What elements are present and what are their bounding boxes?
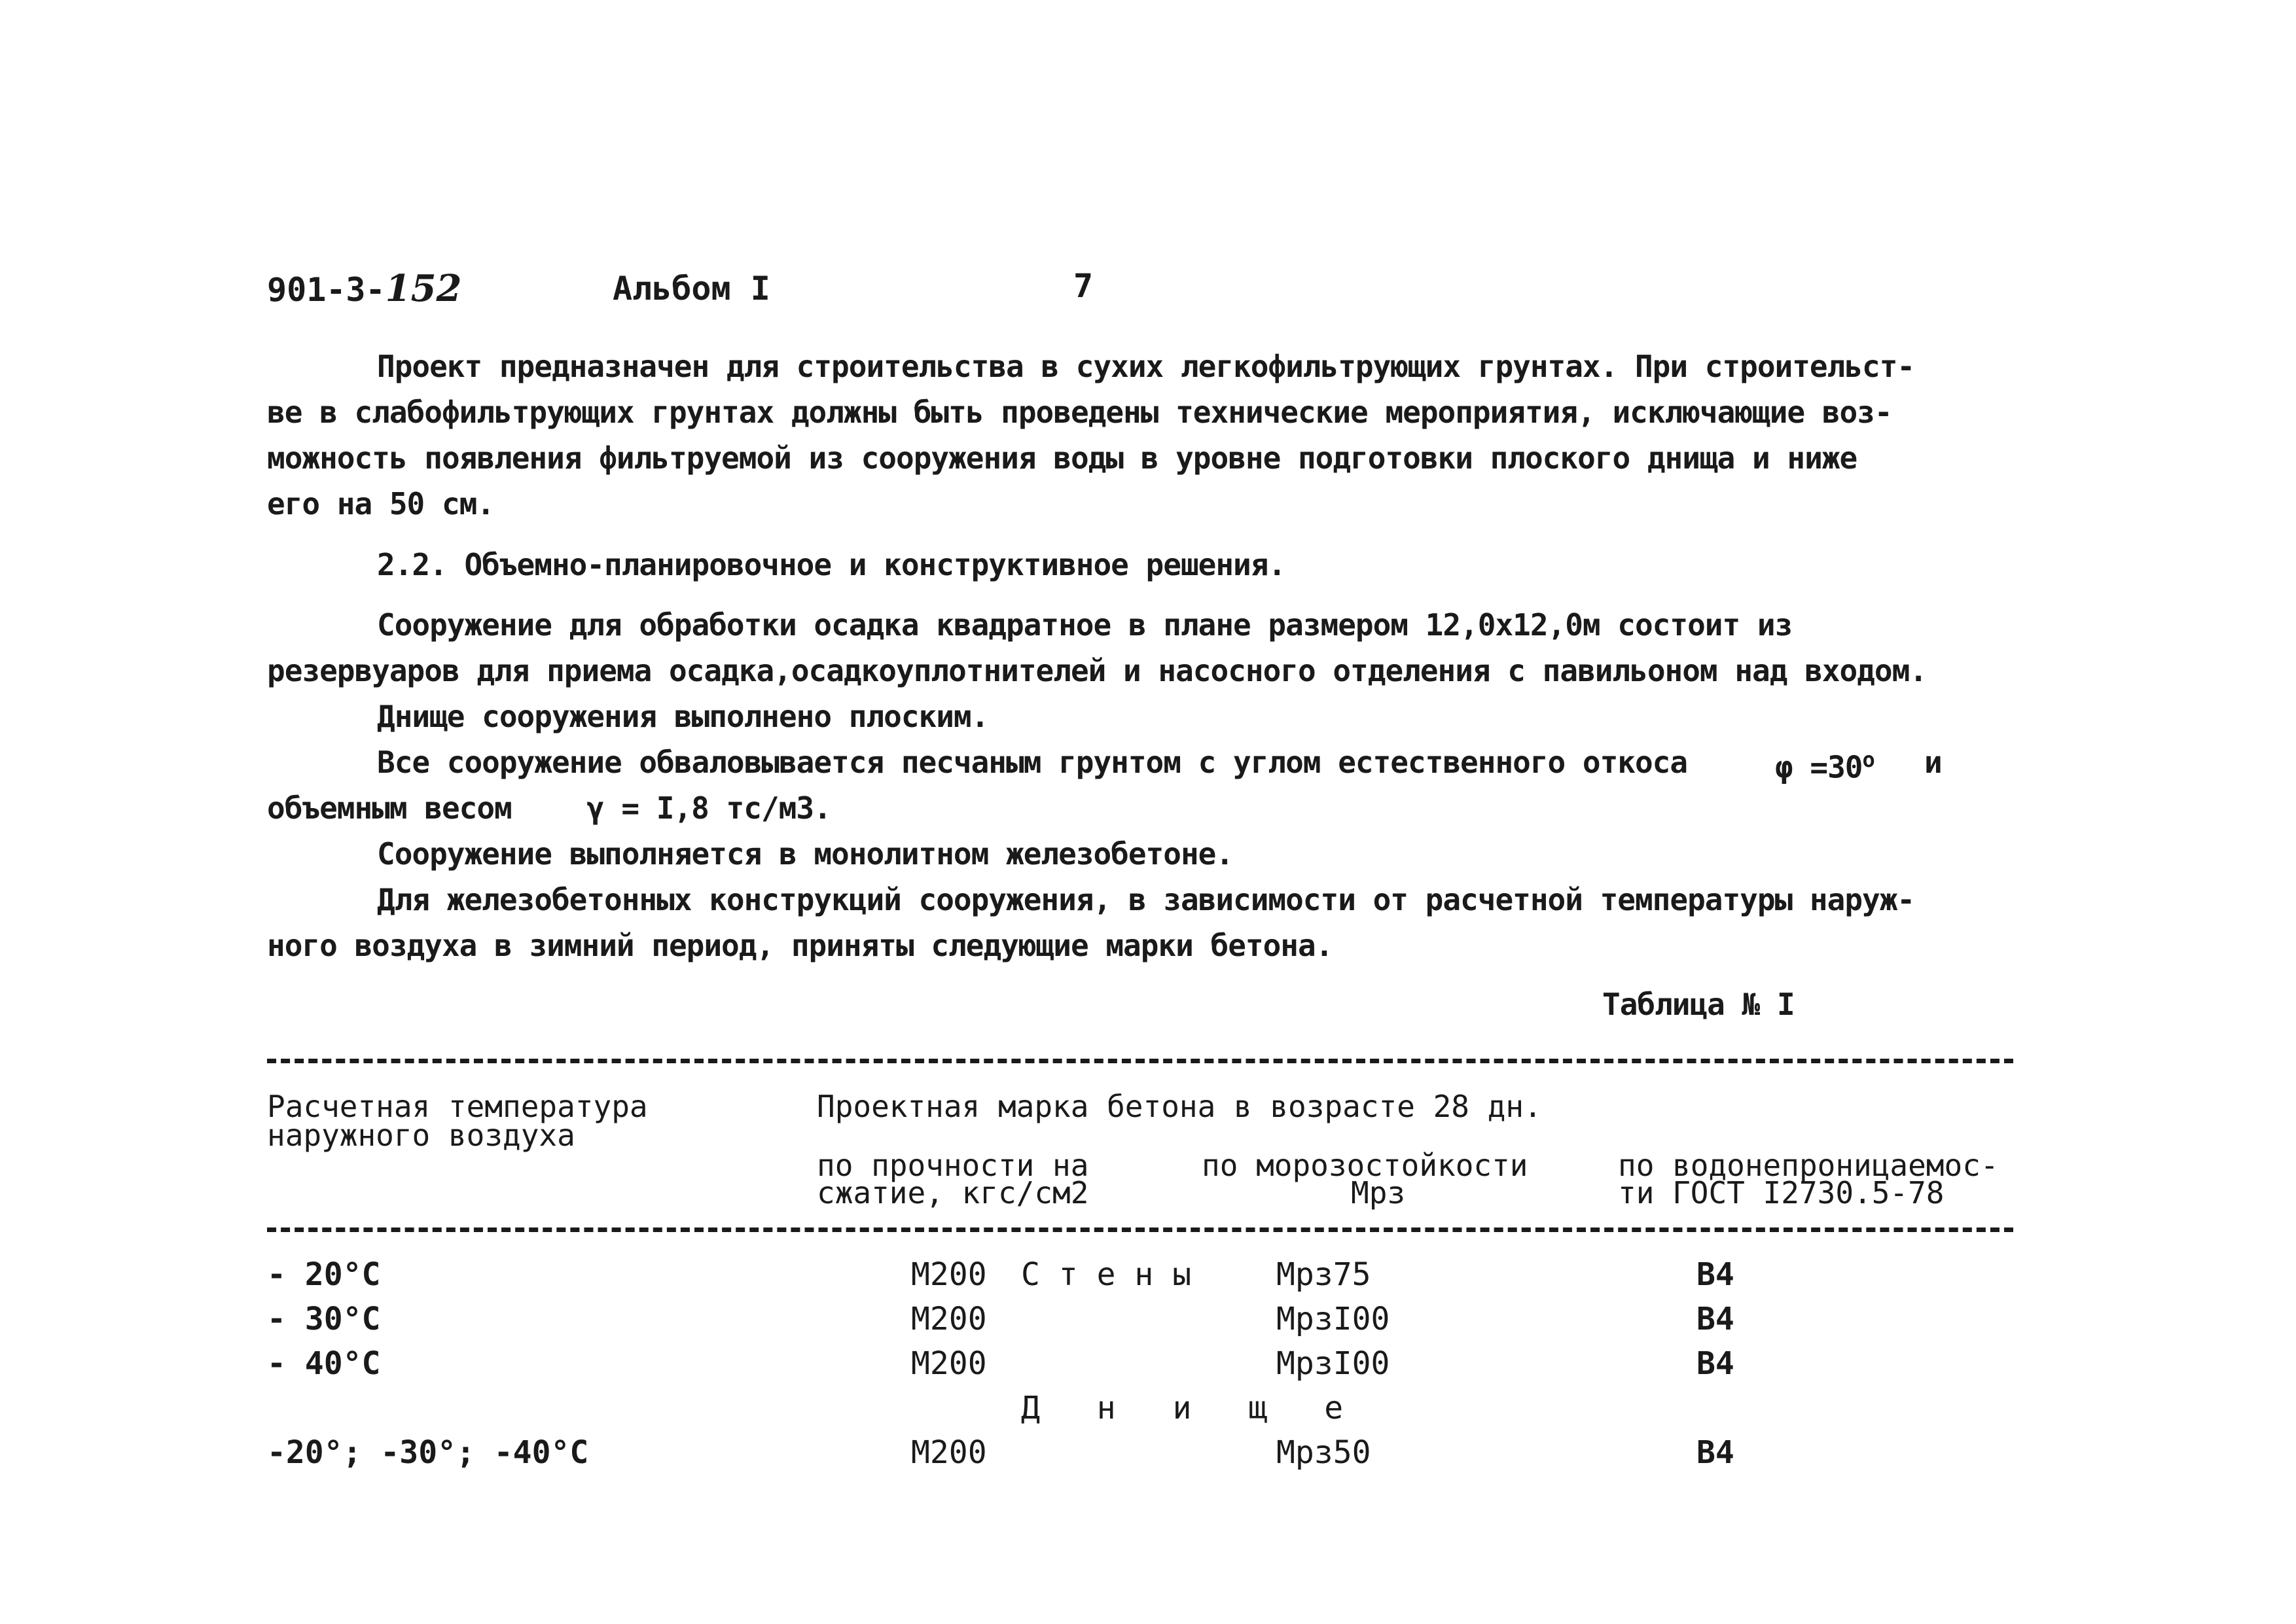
row2-frost: МрзI00 [1276,1301,1390,1337]
para5: Сооружение выполняется в монолитном железобетоне. [377,836,1234,872]
row3-temp: - 40°C [267,1345,381,1382]
para2-line1: Сооружение для обработки осадка квадратное в плане размером 12,0х12,0м состоит из [377,607,1793,643]
para1-line4: его на 50 см. [267,486,495,521]
row4-water: В4 [1696,1434,1734,1471]
para1-line2: ве в слабофильтрующих грунтах должны быть проведены технические мероприятия, исключающие воз- [267,395,1892,430]
row4-temp: -20°; -30°; -40°C [267,1434,589,1471]
table-top-rule [267,1059,2013,1063]
row2-temp: - 30°C [267,1301,381,1337]
subheader-strength-line1: по прочности на [817,1148,1089,1183]
page-number: 7 [1073,267,1094,305]
subheader-frost-line2: Мрз [1351,1175,1406,1210]
para2-line2: резервуаров для приема осадка,осадкоуплотнителей и насосного отделения с павильоном над входом. [267,653,1927,688]
section-title: 2.2. Объемно-планировочное и конструктивное решения. [377,547,1286,582]
subheader-water-line2: ти ГОСТ I2730.5-78 [1618,1175,1945,1210]
para6-line2: ного воздуха в зимний период, приняты следующие марки бетона. [267,928,1333,963]
table-caption: Таблица № I [1602,987,1795,1022]
row3-strength: М200 [911,1345,987,1382]
subheader-frost-line1: по морозостойкости [1202,1148,1528,1183]
subheader-water-line1: по водонепроницаемос- [1618,1148,1999,1183]
doc-code [267,267,462,310]
row1-water: В4 [1696,1256,1734,1293]
doc-code-handwritten: 152 [385,267,462,310]
album-label: Альбом I [613,270,770,308]
table-header-rule [267,1227,2013,1232]
phi-angle [1775,737,1874,790]
doc-code-prefix: 901-3- [267,271,386,309]
para4-line1: Все сооружение обваловывается песчаным грунтом с углом естественного откоса [377,745,1688,780]
section-walls: С т е н ы [1021,1256,1192,1293]
para3: Днище сооружения выполнено плоским. [377,699,989,734]
group-header: Проектная марка бетона в возрасте 28 дн. [817,1089,1542,1124]
col1-header-line1: Расчетная температура [267,1089,648,1124]
row2-strength: М200 [911,1301,987,1337]
row3-frost: МрзI00 [1276,1345,1390,1382]
row4-frost: Мрз50 [1276,1434,1371,1471]
section-bottom: Д н и щ е [1021,1390,1344,1426]
row3-water: В4 [1696,1345,1734,1382]
para4-and: и [1924,745,1942,780]
row1-temp: - 20°C [267,1256,381,1293]
row4-strength: М200 [911,1434,987,1471]
row2-water: В4 [1696,1301,1734,1337]
para1-line1: Проект предназначен для строительства в сухих легкофильтрующих грунтах. При строительст- [377,349,1915,384]
row1-strength: М200 [911,1256,987,1293]
para6-line1: Для железобетонных конструкций сооружения, в зависимости от расчетной температуры наруж- [377,882,1915,917]
degree-mark: о [1862,747,1874,772]
row1-frost: Мрз75 [1276,1256,1371,1293]
para4-line2a: объемным весом [267,790,512,826]
col1-header-line2: наружного воздуха [267,1118,575,1153]
para1-line3: можность появления фильтруемой из сооружения воды в уровне подготовки плоского днища и ниже [267,440,1857,476]
phi-value: φ =30 [1775,749,1863,785]
subheader-strength-line2: сжатие, кгс/см2 [817,1175,1089,1210]
para4-line2b: γ = I,8 тс/м3. [586,790,831,826]
